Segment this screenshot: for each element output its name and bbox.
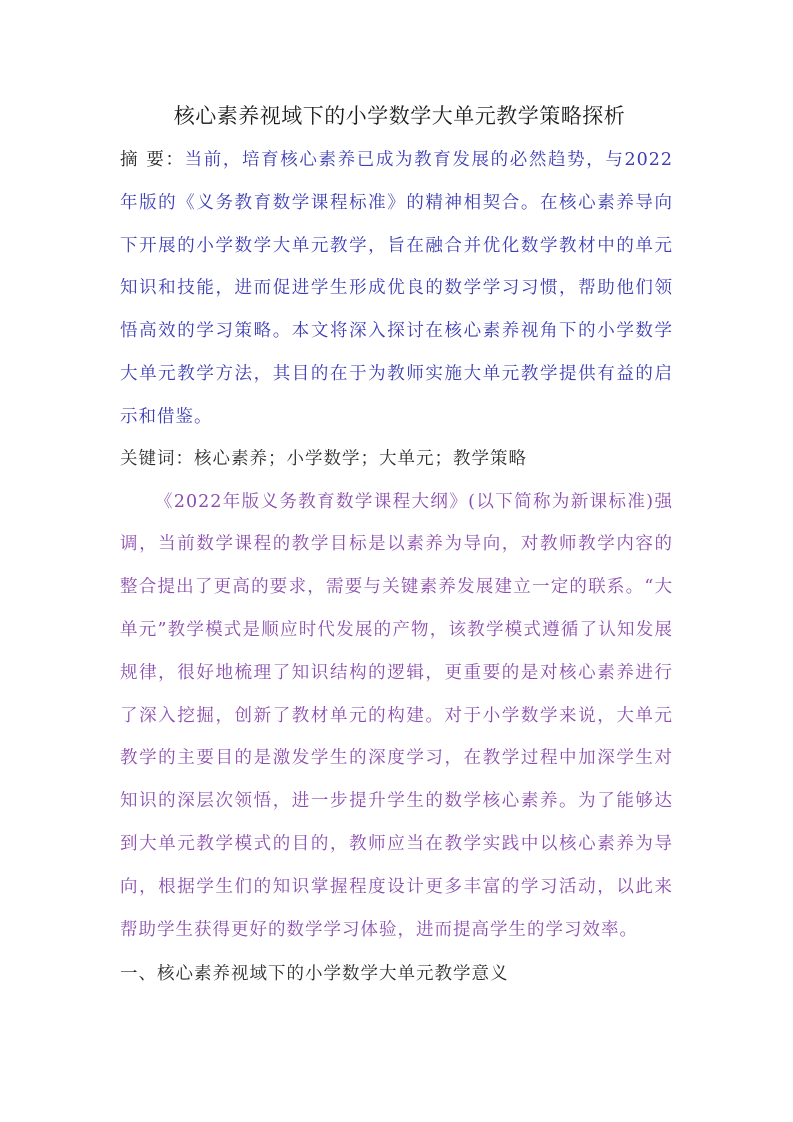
abstract bbox=[120, 139, 673, 439]
document-page bbox=[120, 96, 673, 995]
keywords-label: 关键词： bbox=[120, 448, 194, 469]
abstract-text: 当前，培育核心素养已成为教育发展的必然趋势，与2022年版的《义务教育数学课程标准》的精神相契合。在核心素养导向下开展的小学数学大单元教学，旨在融合并优化数学教材中的单元知识和技能，进而促进学生形成优良的数学学习习惯，帮助他们领悟高效的学习策略。本文将深入探讨在核心素养视角下的小学数学大单元教学方法，其目的在于为教师实施大单元教学提供有益的启示和借鉴。 bbox=[120, 150, 673, 427]
section-heading: 一、核心素养视域下的小学数学大单元教学意义 bbox=[120, 964, 509, 985]
abstract-label: 摘 要： bbox=[120, 150, 185, 170]
keywords-text: 核心素养；小学数学；大单元；教学策略 bbox=[194, 448, 527, 469]
document-title: 核心素养视域下的小学数学大单元教学策略探析 bbox=[173, 104, 626, 128]
intro-paragraph: 《2022年版义务教育数学课程大纲》(以下简称为新课标准)强调，当前数学课程的教学目标是以素养为导向，对教师教学内容的整合提出了更高的要求，需要与关键素养发展建立一定的联系。“大单元”教学模式是顺应时代发展的产物，该教学模式遵循了认知发展规律，很好地梳理了知识结构的逻辑，更重要的是对核心素养进行了深入挖掘，创新了教材单元的构建。对于小学数学来说，大单元教学的主要目的是激发学生的深度学习，在教学过程中加深学生对知识的深层次领悟，进一步提升学生的数学核心素养。为了能够达到大单元教学模式的目的，教师应当在教学实践中以核心素养为导向，根据学生们的知识掌握程度设计更多丰富的学习活动，以此来帮助学生获得更好的数学学习体验，进而提高学生的学习效率。 bbox=[120, 491, 673, 940]
keywords bbox=[120, 439, 673, 479]
